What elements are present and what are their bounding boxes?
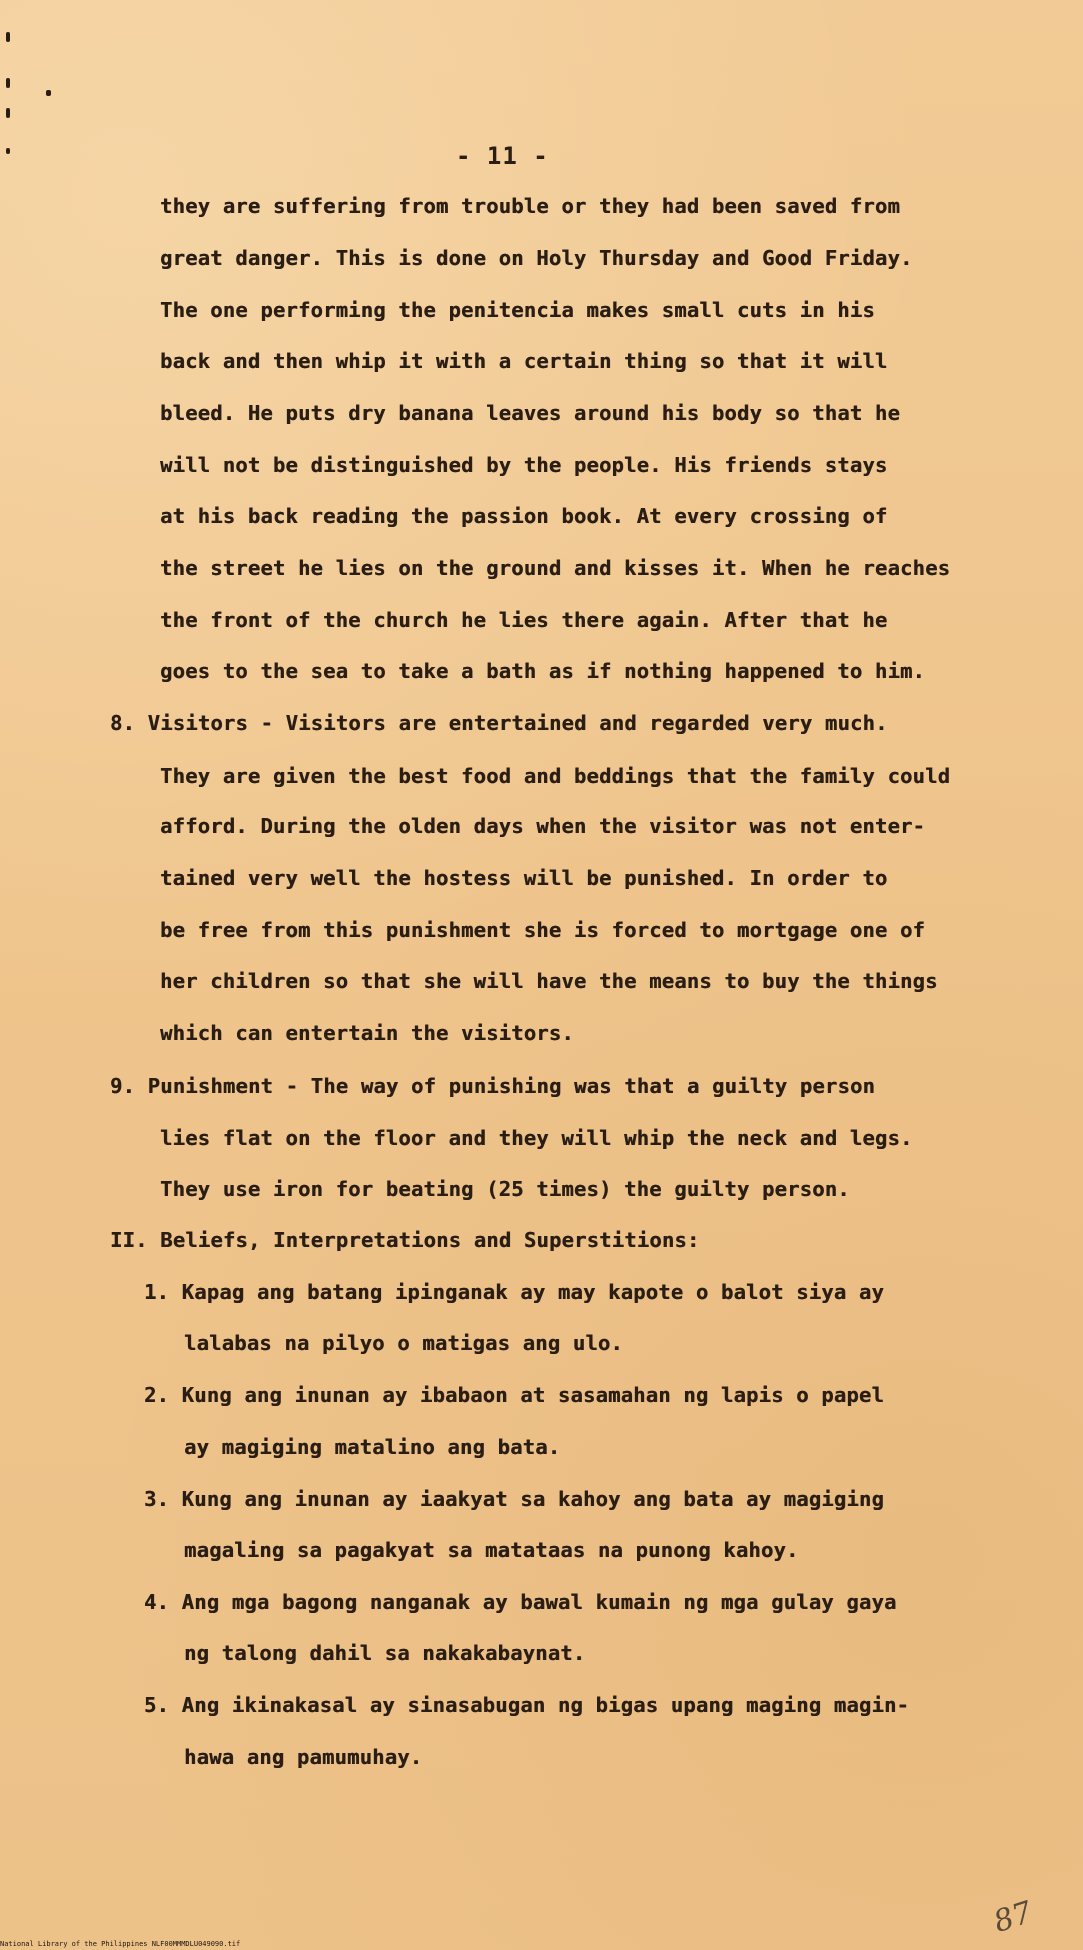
text-line: will not be distinguished by the people. His friends stays: [160, 453, 888, 477]
text-line: lies flat on the floor and they will whip the neck and legs.: [160, 1126, 913, 1150]
list-item: 2. Kung ang inunan ay ibabaon at sasamahan ng lapis o papel: [144, 1383, 884, 1407]
text-line: which can entertain the visitors.: [160, 1021, 574, 1045]
text-line: goes to the sea to take a bath as if nothing happened to him.: [160, 659, 926, 683]
text-line: ay magiging matalino ang bata.: [184, 1435, 561, 1459]
margin-mark: [6, 78, 10, 88]
text-line: hawa ang pamumuhay.: [184, 1745, 423, 1769]
text-line: tained very well the hostess will be punished. In order to: [160, 866, 888, 890]
text-line: great danger. This is done on Holy Thursday and Good Friday.: [160, 246, 913, 270]
text-line: The one performing the penitencia makes small cuts in his: [160, 298, 875, 322]
text-line: They use iron for beating (25 times) the guilty person.: [160, 1177, 850, 1201]
text-line: the street he lies on the ground and kisses it. When he reaches: [160, 556, 951, 580]
text-line: her children so that she will have the means to buy the things: [160, 969, 938, 993]
list-item: 3. Kung ang inunan ay iaakyat sa kahoy ang bata ay magiging: [144, 1487, 884, 1511]
footer-caption: National Library of the Philippines NLF00MMMDLU049090.tif: [0, 1940, 241, 1948]
text-line: they are suffering from trouble or they had been saved from: [160, 194, 900, 218]
text-line: be free from this punishment she is forced to mortgage one of: [160, 918, 926, 942]
text-line: magaling sa pagakyat sa matataas na punong kahoy.: [184, 1538, 799, 1562]
text-line: the front of the church he lies there again. After that he: [160, 608, 888, 632]
text-line: ng talong dahil sa nakakabaynat.: [184, 1641, 586, 1665]
section-heading: II. Beliefs, Interpretations and Superstitions:: [110, 1228, 700, 1252]
list-item: 5. Ang ikinakasal ay sinasabugan ng bigas upang maging magin-: [144, 1693, 910, 1717]
text-line: lalabas na pilyo o matigas ang ulo.: [184, 1331, 623, 1355]
text-line: at his back reading the passion book. At every crossing of: [160, 504, 888, 528]
margin-mark: [6, 148, 10, 154]
text-line: They are given the best food and beddings that the family could: [160, 764, 951, 788]
list-item: 1. Kapag ang batang ipinganak ay may kapote o balot siya ay: [144, 1280, 884, 1304]
text-line: back and then whip it with a certain thing so that it will: [160, 349, 888, 373]
list-item-heading: 8. Visitors - Visitors are entertained and regarded very much.: [110, 711, 888, 735]
list-item-heading: 9. Punishment - The way of punishing was that a guilty person: [110, 1074, 876, 1098]
margin-mark: [46, 90, 51, 96]
margin-mark: [6, 32, 10, 42]
corner-mark: 87: [989, 1894, 1037, 1941]
page-number: - 11 -: [456, 142, 549, 170]
text-line: afford. During the olden days when the visitor was not enter-: [160, 814, 926, 838]
text-line: bleed. He puts dry banana leaves around his body so that he: [160, 401, 900, 425]
margin-mark: [6, 108, 10, 118]
list-item: 4. Ang mga bagong nanganak ay bawal kumain ng mga gulay gaya: [144, 1590, 897, 1614]
